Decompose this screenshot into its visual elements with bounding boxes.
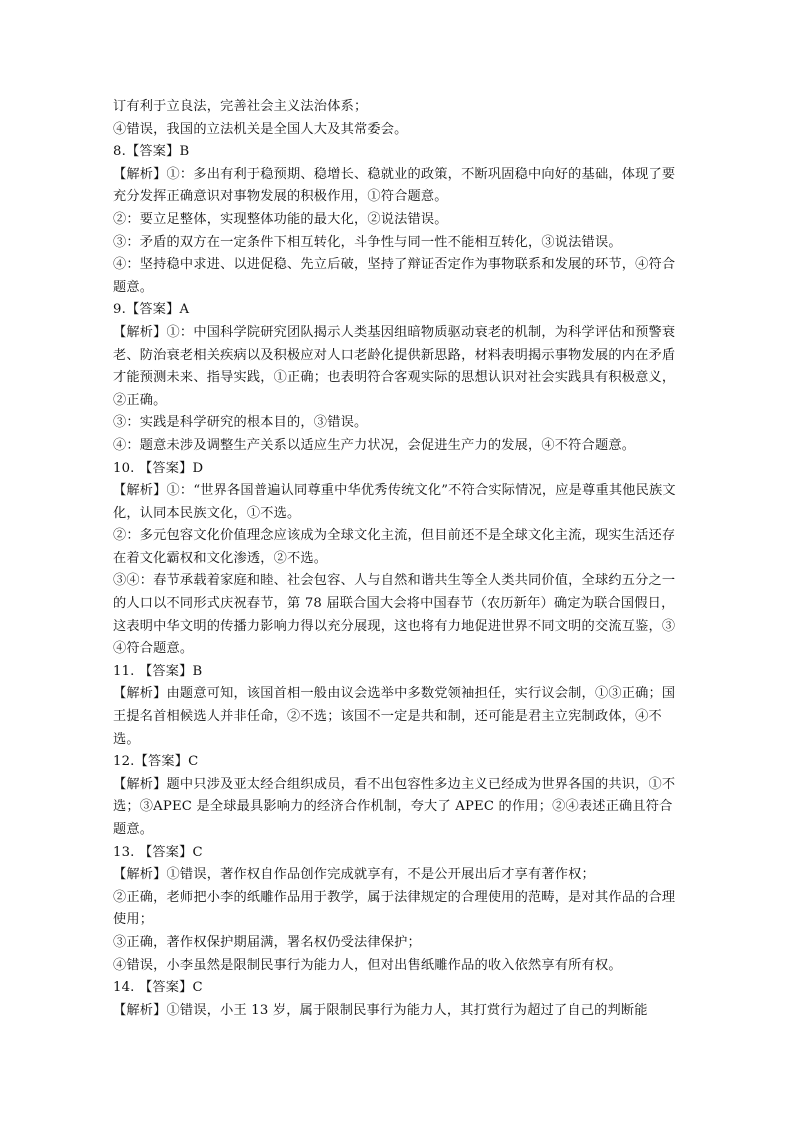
analysis-paragraph: ④错误，我国的立法机关是全国人大及其常委会。 <box>113 121 408 137</box>
analysis-paragraph: 【解析】①错误，小王 13 岁，属于限制民事行为能力人，其打赏行为超过了自己的判断能 <box>113 1002 648 1018</box>
analysis-paragraph: ③：矛盾的双方在一定条件下相互转化，斗争性与同一性不能相互转化，③说法错误。 <box>113 234 622 250</box>
analysis-paragraph: 【解析】由题意可知，该国首相一般由议会选举中多数党领袖担任，实行议会制，①③正确；国王提名首相候选人并非任命，②不选；该国不一定是共和制，还可能是君主立宪制政体，④不选。 <box>113 686 676 747</box>
analysis-paragraph: ③：实践是科学研究的根本目的，③错误。 <box>113 415 368 431</box>
answer-heading: 8.【答案】B <box>113 144 190 160</box>
answer-heading: 12.【答案】C <box>113 754 199 770</box>
answer-heading: 13. 【答案】C <box>113 844 203 860</box>
answer-heading: 9.【答案】A <box>113 302 190 318</box>
analysis-paragraph: 【解析】①：中国科学院研究团队揭示人类基因组暗物质驱动衰老的机制，为科学评估和预警衰老、防治衰老相关疾病以及积极应对人口老龄化提供新思路，材料表明揭示事物发展的内在矛盾才能预测未来、指导实践，①正确；也表明符合客观实际的思想认识对社会实践具有积极意义，②正确。 <box>113 324 676 408</box>
analysis-paragraph: ③④：春节承载着家庭和睦、社会包容、人与自然和谐共生等全人类共同价值，全球约五分之一的人口以不同形式庆祝春节，第 78 届联合国大会将中国春节（农历新年）确定为联合国假日，这表明中华文明的传播力影响力得以充分展现，这也将有力地促进世界不同文明的交流互鉴，③④符合题意。 <box>113 573 676 657</box>
answer-heading: 10. 【答案】D <box>113 460 204 476</box>
analysis-paragraph: ②正确，老师把小李的纸雕作品用于教学，属于法律规定的合理使用的范畴，是对其作品的合理使用； <box>113 889 676 928</box>
analysis-paragraph: ②：要立足整体，实现整体功能的最大化，②说法错误。 <box>113 211 448 227</box>
analysis-paragraph: ④错误，小李虽然是限制民事行为能力人，但对出售纸雕作品的收入依然享有所有权。 <box>113 957 622 973</box>
analysis-paragraph: 【解析】题中只涉及亚太经合组织成员，看不出包容性多边主义已经成为世界各国的共识，①不选；③APEC 是全球最具影响力的经济合作机制，夸大了 APEC 的作用；②④表述正确且符合题意。 <box>113 776 676 837</box>
document-body <box>113 96 683 1022</box>
analysis-paragraph: 【解析】①：多出有利于稳预期、稳增长、稳就业的政策，不断巩固稳中向好的基础，体现了要充分发挥正确意识对事物发展的积极作用，①符合题意。 <box>113 166 676 205</box>
analysis-paragraph: 订有利于立良法，完善社会主义法治体系； <box>113 99 368 114</box>
analysis-paragraph: ②：多元包容文化价值理念应该成为全球文化主流，但目前还不是全球文化主流，现实生活还存在着文化霸权和文化渗透，②不选。 <box>113 528 676 566</box>
analysis-paragraph: 【解析】①错误，著作权自作品创作完成就享有，不是公开展出后才享有著作权； <box>113 867 595 883</box>
analysis-paragraph: ④：题意未涉及调整生产关系以适应生产力状况，会促进生产力的发展，④不符合题意。 <box>113 437 636 453</box>
answer-heading: 11. 【答案】B <box>113 663 203 679</box>
analysis-paragraph: ④：坚持稳中求进、以进促稳、先立后破，坚持了辩证否定作为事物联系和发展的环节，④符合题意。 <box>113 257 676 295</box>
answer-heading: 14. 【答案】C <box>113 980 203 996</box>
analysis-paragraph: 【解析】①：“世界各国普遍认同尊重中华优秀传统文化”不符合实际情况，应是尊重其他民族文化，认同本民族文化，①不选。 <box>113 483 676 521</box>
analysis-paragraph: ③正确，著作权保护期届满，署名权仍受法律保护； <box>113 934 421 950</box>
